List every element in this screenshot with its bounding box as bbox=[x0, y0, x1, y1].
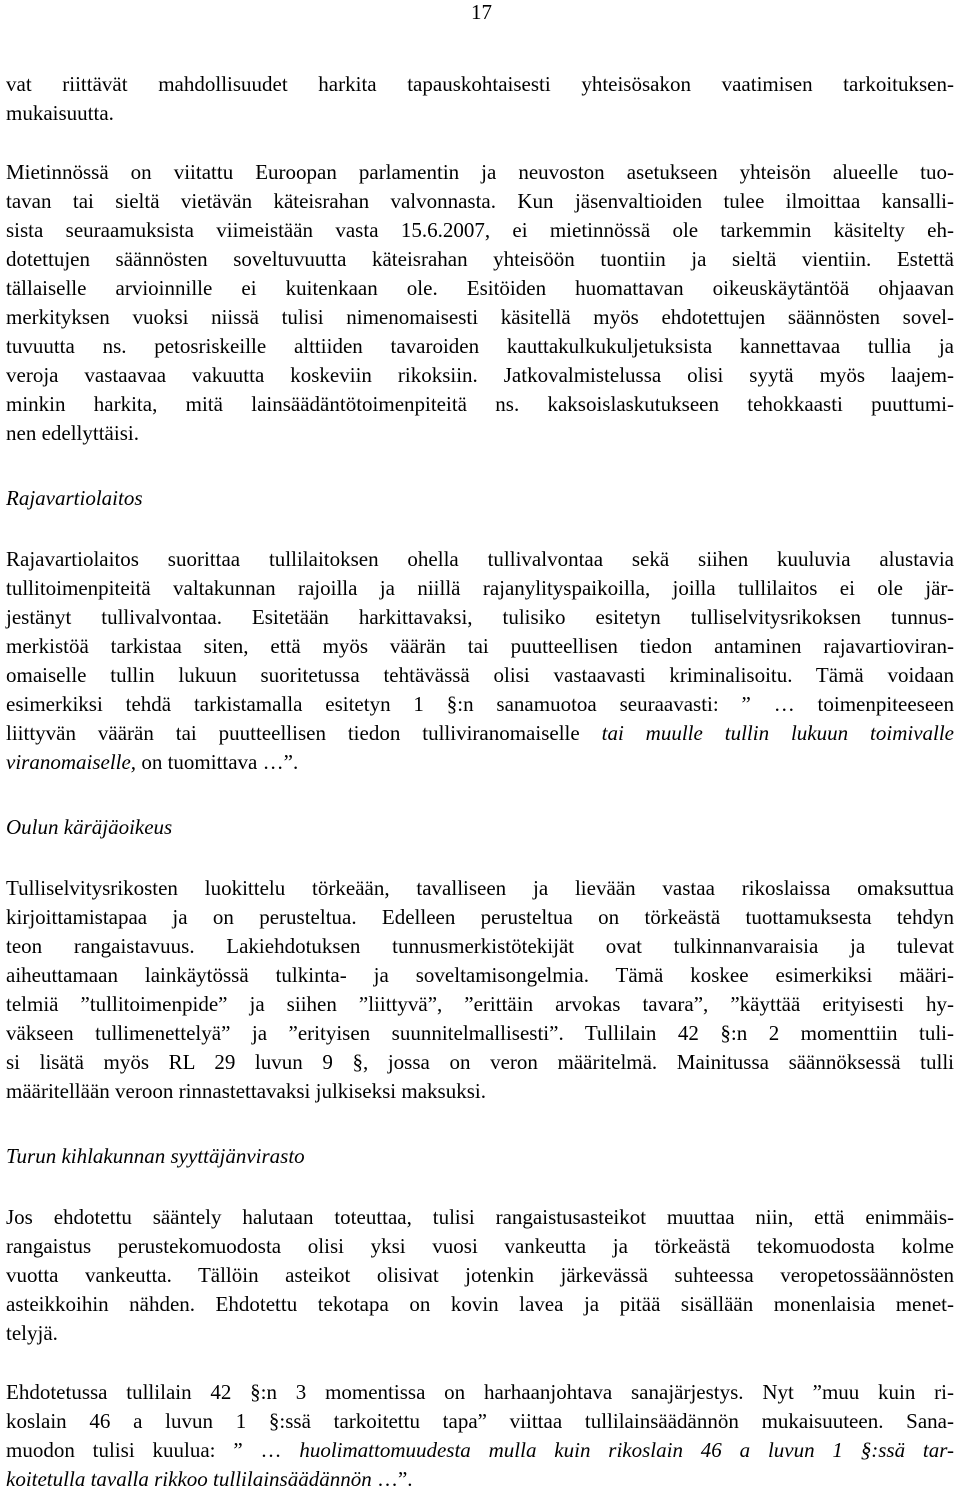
italic-text-run: tai muulle tullin lukuun toimivalle bbox=[601, 721, 955, 745]
text-line: telyjä. bbox=[6, 1321, 58, 1345]
text-line: dotettujen säännösten soveltuvuutta käteisrahan yhteisöön tuontiin ja sieltä vientiin. Estettä bbox=[6, 247, 954, 271]
text-line: tullitoimenpiteitä valtakunnan rajoilla ja niillä rajanylityspaikoilla, joilla tullilaitos ei ole jär- bbox=[6, 576, 954, 600]
text-run: on tuomittava …”. bbox=[136, 750, 299, 774]
text-line: merkistöä tarkistaa siten, että myös väärän tai puutteellisen tiedon antaminen rajavartioviran- bbox=[6, 634, 954, 658]
text-line: nen edellyttäisi. bbox=[6, 421, 139, 445]
text-line: Jos ehdotettu sääntely halutaan toteuttaa, tulisi rangaistusasteikot muuttaa niin, että enimmäis- bbox=[6, 1205, 954, 1229]
text-line: vat riittävät mahdollisuudet harkita tapauskohtaisesti yhteisösakon vaatimisen tarkoituksen- bbox=[6, 72, 954, 96]
text-line: minkin harkita, mitä lainsäädäntötoimenpiteitä ns. kaksoislaskutukseen tehokkaasti puuttumi- bbox=[6, 392, 954, 416]
paragraph bbox=[6, 1203, 954, 1348]
text-line: telmiä ”tullitoimenpide” ja siihen ”liittyvä”, ”erittäin arvokas tavara”, ”käyttää erityisesti hy- bbox=[6, 992, 954, 1016]
italic-text-run: huolimattomuudesta mulla kuin rikoslain 46 a luvun 1 §:ssä tar- bbox=[299, 1438, 955, 1462]
text-line: si lisätä myös RL 29 luvun 9 §, jossa on veron määritelmä. Mainitussa säännöksessä tulli bbox=[6, 1050, 954, 1074]
text-line: vuotta vankeutta. Tällöin asteikot olisivat jotenkin järkevässä suhteessa veropetossäännösten bbox=[6, 1263, 954, 1287]
text-line bbox=[6, 748, 954, 777]
text-line: omaiselle tullin lukuun suoritetussa tehtävässä olisi vastaavasti kriminalisoitu. Tämä voidaan bbox=[6, 663, 954, 687]
paragraph bbox=[6, 1378, 954, 1494]
text-line: määritellään veroon rinnastettavaksi julkiseksi maksuksi. bbox=[6, 1079, 486, 1103]
text-line: veroja vastaavaa vakuutta koskeviin rikoksiin. Jatkovalmistelussa olisi syytä myös laajem- bbox=[6, 363, 954, 387]
spacer bbox=[6, 1171, 954, 1203]
paragraph-gap bbox=[6, 128, 954, 158]
paragraph bbox=[6, 874, 954, 1106]
spacer bbox=[6, 448, 954, 484]
spacer bbox=[6, 842, 954, 874]
text-line bbox=[6, 1465, 954, 1494]
spacer bbox=[6, 513, 954, 545]
text-line: väkseen tullimenettelyä” ja ”erityisen suunnitelmallisesti”. Tullilain 42 §:n 2 momenttiin tuli- bbox=[6, 1021, 954, 1045]
text-line bbox=[6, 719, 954, 748]
text-line: aiheuttamaan lainkäytössä tulkinta- ja soveltamisongelmia. Tämä koskee esimerkiksi määri- bbox=[6, 963, 954, 987]
italic-text-run: koitetulla tavalla rikkoo tullilainsäädännön bbox=[6, 1467, 372, 1491]
paragraph-gap bbox=[6, 1348, 954, 1378]
text-line: asteikkoihin nähden. Ehdotettu tekotapa on kovin lavea ja pitää sisällään monenlaisia menet- bbox=[6, 1292, 954, 1316]
text-line: tavan tai sieltä vietävän käteisrahan valvonnasta. Kun jäsenvaltioiden tulee ilmoittaa kansalli- bbox=[6, 189, 954, 213]
text-line: mukaisuutta. bbox=[6, 101, 114, 125]
text-line: rangaistus perustekomuodosta olisi yksi vuosi vankeutta ja törkeästä tekomuodosta kolme bbox=[6, 1234, 954, 1258]
text-line: merkityksen vuoksi niissä tulisi nimenomaisesti käsitellä myös ehdotettujen säännösten sovel- bbox=[6, 305, 954, 329]
text-line: jestänyt tullivalvontaa. Esitetään harkittavaksi, tulisiko esitetyn tulliselvitysrikoksen tunnus- bbox=[6, 605, 954, 629]
italic-text-run: viranomaiselle, bbox=[6, 750, 137, 774]
paragraph bbox=[6, 545, 954, 777]
text-line: Mietinnössä on viitattu Euroopan parlamentin ja neuvoston asetukseen yhteisön alueelle tuo- bbox=[6, 160, 954, 184]
text-line: Ehdotetussa tullilain 42 §:n 3 momentissa on harhaanjohtava sanajärjestys. Nyt ”muu kuin ri- bbox=[6, 1380, 954, 1404]
section-heading: Oulun käräjäoikeus bbox=[6, 815, 173, 839]
spacer bbox=[6, 777, 954, 813]
text-line: esimerkiksi tehdä tarkistamalla esitetyn 1 §:n sanamuotoa seuraavasti: ” … toimenpiteeseen bbox=[6, 692, 954, 716]
spacer bbox=[6, 1106, 954, 1142]
page-number: 17 bbox=[471, 0, 492, 24]
text-line: kirjoittamistapaa ja on perusteltua. Edelleen perusteltua on törkeästä tuottamuksesta tehdyn bbox=[6, 905, 954, 929]
text-line: tuvuutta ns. petosriskeille alttiiden tavaroiden kauttakulkukuljetuksista kannettavaa tullia ja bbox=[6, 334, 954, 358]
text-line: sista seuraamuksista viimeistään vasta 15.6.2007, ei mietinnössä ole tarkemmin käsitelty eh- bbox=[6, 218, 954, 242]
text-line: Tulliselvitysrikosten luokittelu törkeään, tavalliseen ja lievään vastaa rikoslaissa omaksuttua bbox=[6, 876, 954, 900]
text-line: teon rangaistavuus. Lakiehdotuksen tunnusmerkistötekijät ovat tulkinnanvaraisia ja tulevat bbox=[6, 934, 954, 958]
text-line: Rajavartiolaitos suorittaa tullilaitoksen ohella tullivalvontaa sekä siihen kuuluvia alustavia bbox=[6, 547, 954, 571]
text-run: liittyvän väärän tai puutteellisen tiedon tulliviranomaiselle bbox=[6, 721, 602, 745]
section-heading: Rajavartiolaitos bbox=[6, 486, 143, 510]
section-heading: Turun kihlakunnan syyttäjänvirasto bbox=[6, 1144, 305, 1168]
text-run: muodon tulisi kuulua: ” … bbox=[6, 1438, 300, 1462]
text-line bbox=[6, 1436, 954, 1465]
text-run: …”. bbox=[371, 1467, 413, 1491]
paragraph bbox=[6, 70, 954, 128]
text-line: tällaiselle arvioinnille ei kuitenkaan ole. Esitöiden huomattavan oikeuskäytäntöä ohjaavan bbox=[6, 276, 954, 300]
text-line: koslain 46 a luvun 1 §:ssä tarkoitettu tapa” viittaa tullilainsäädännön mukaisuuteen. Sana- bbox=[6, 1409, 954, 1433]
paragraph bbox=[6, 158, 954, 448]
document-body bbox=[6, 70, 954, 1494]
